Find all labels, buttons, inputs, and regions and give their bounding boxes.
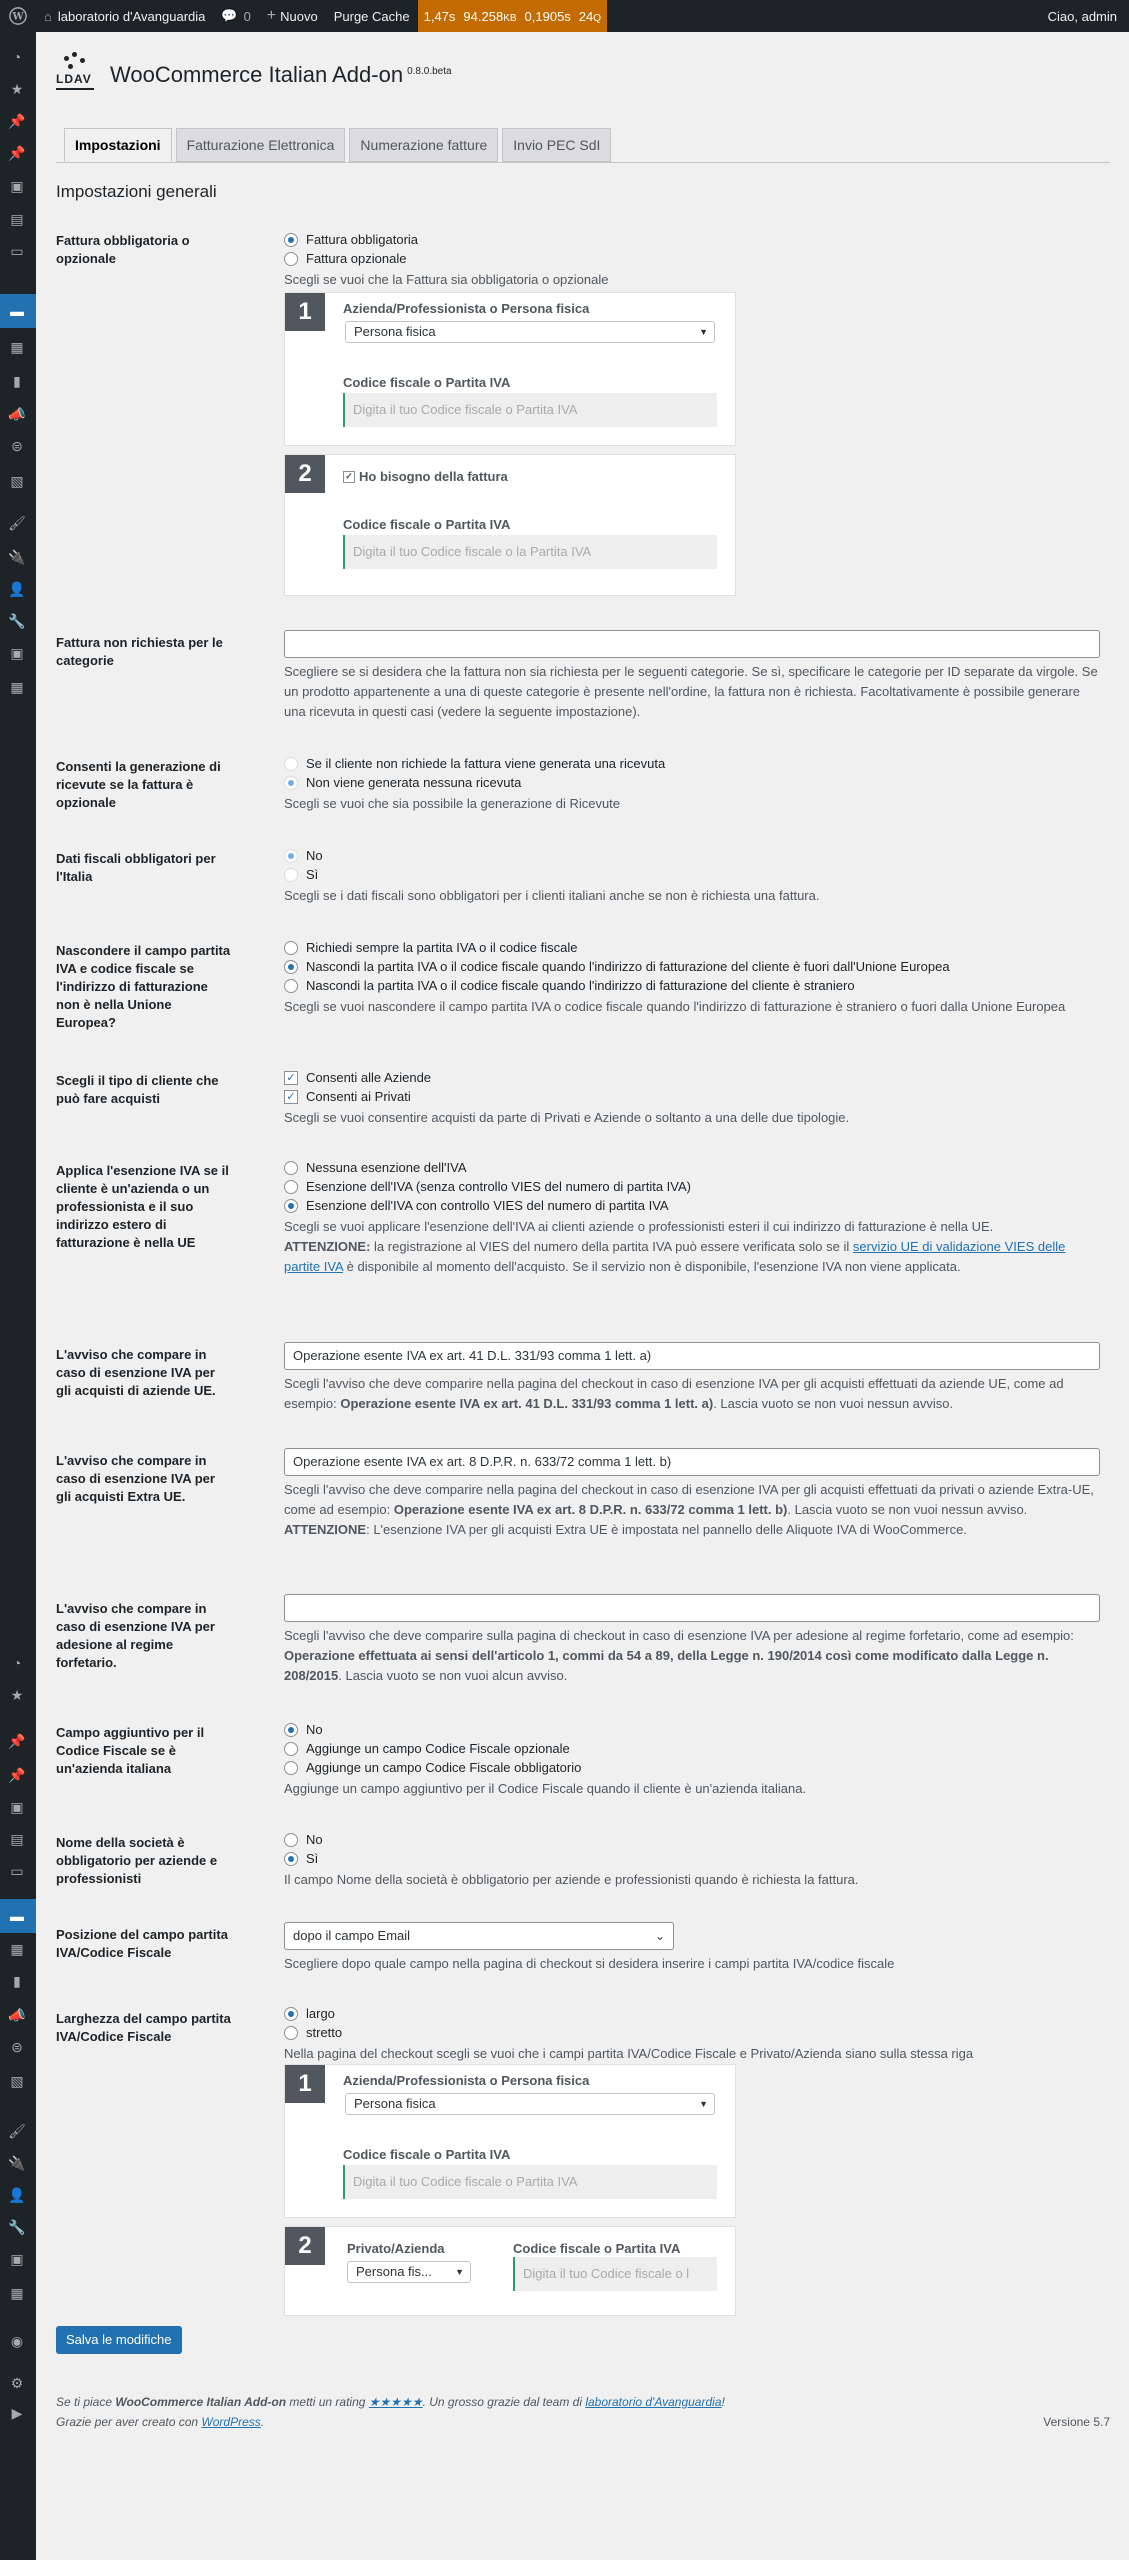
analytics-icon[interactable]: ▮ bbox=[13, 372, 21, 389]
media-icon[interactable]: ▣ bbox=[10, 177, 24, 194]
section-title: Impostazioni generali bbox=[56, 182, 217, 201]
option-label: No bbox=[306, 1832, 323, 1847]
greeting-label: Ciao, admin bbox=[1047, 8, 1117, 24]
preview-label: Codice fiscale o Partita IVA bbox=[343, 517, 511, 532]
fiscal-no-option[interactable] bbox=[284, 846, 1104, 865]
extra-icon-2[interactable]: ▦ bbox=[10, 2284, 24, 2301]
radio-unselected[interactable] bbox=[284, 1761, 298, 1775]
wp-version: Versione 5.7 bbox=[1043, 2415, 1110, 2429]
option-label: stretto bbox=[306, 2025, 343, 2040]
field-description bbox=[284, 1480, 1104, 1520]
notice-extra-field bbox=[284, 1448, 1104, 1540]
collapse-icon[interactable]: ▶ bbox=[11, 2404, 23, 2421]
users-icon[interactable]: 👤 bbox=[8, 580, 26, 597]
plugin-header bbox=[56, 50, 452, 100]
preview-select bbox=[345, 2093, 715, 2115]
qm-time: 1,47s bbox=[423, 8, 456, 24]
option-label: Aggiunge un campo Codice Fiscale opzionale bbox=[306, 1741, 570, 1756]
footer-text: Se ti piace bbox=[56, 2395, 116, 2409]
users-icon-2[interactable]: 👤 bbox=[8, 2186, 26, 2203]
site-name-link[interactable] bbox=[36, 0, 213, 32]
extra-cf-optional-option[interactable] bbox=[284, 1739, 1104, 1758]
preview-label: Privato/Azienda bbox=[347, 2241, 445, 2256]
notice-flat-input[interactable] bbox=[284, 1594, 1100, 1622]
fiscal-yes-option[interactable] bbox=[284, 865, 1104, 884]
radio-unselected[interactable] bbox=[284, 252, 298, 266]
appearance-icon-2[interactable]: 🖌 bbox=[8, 2122, 26, 2139]
receipts-label: Consenti la generazione di ricevute se la fattura è opzionale bbox=[56, 759, 221, 810]
settings-icon[interactable]: ▣ bbox=[10, 644, 24, 661]
step-number: 2 bbox=[285, 455, 325, 493]
products-icon[interactable]: ▦ bbox=[10, 338, 24, 355]
option-label: Aggiunge un campo Codice Fiscale obbligatorio bbox=[306, 1760, 582, 1775]
preview-input: Digita il tuo Codice fiscale o l bbox=[513, 2257, 717, 2291]
qm-memory-value: 94.258 bbox=[463, 8, 504, 24]
comments-count: 0 bbox=[243, 8, 251, 24]
extra-cf-no-option[interactable] bbox=[284, 1720, 1104, 1739]
tab-numerazione-fatture[interactable]: Numerazione fatture bbox=[349, 128, 498, 162]
qm-memory-unit: KB bbox=[503, 12, 517, 24]
receipts-field bbox=[284, 754, 1104, 814]
option-label: Esenzione dell'IVA con controllo VIES del numero di partita IVA bbox=[306, 1198, 669, 1213]
not-required-label: Fattura non richiesta per le categorie bbox=[56, 635, 223, 668]
star-icon[interactable]: ★ bbox=[10, 80, 24, 97]
field-position-label: Posizione del campo partita IVA/Codice Fiscale bbox=[56, 1927, 228, 1960]
checkout-preview-step1 bbox=[284, 292, 736, 446]
home-icon: ⌂ bbox=[44, 8, 52, 24]
radio-unselected[interactable] bbox=[284, 1833, 298, 1847]
allow-private-option[interactable] bbox=[284, 1087, 1104, 1106]
woocommerce-icon-2: ▬ bbox=[10, 1908, 24, 1924]
exemption-vies-option[interactable] bbox=[284, 1196, 1104, 1215]
field-position-select[interactable] bbox=[284, 1922, 674, 1950]
templates-icon[interactable]: ▧ bbox=[10, 472, 24, 489]
new-content-link[interactable] bbox=[259, 0, 326, 32]
preview-label: Azienda/Professionista o Persona fisica bbox=[343, 2073, 590, 2088]
company-name-yes-option[interactable] bbox=[284, 1849, 1104, 1868]
chevron-down-icon: ⌄ bbox=[654, 1929, 665, 1943]
query-monitor-link[interactable] bbox=[418, 0, 607, 32]
desc-text: Scegli l'avviso che deve comparire sulla pagina di checkout in caso di esenzione IVA per adesione al regime forfetario, come ad esempio: bbox=[284, 1628, 1074, 1643]
field-position-field bbox=[284, 1922, 1104, 1974]
field-description bbox=[284, 1374, 1104, 1414]
field-description: Scegli se vuoi nascondere il campo partita IVA o codice fiscale quando l'indirizzo di fatturazione è straniero o fuori dalla Unione Europea bbox=[284, 999, 1066, 1014]
hide-vat-outside-eu-option[interactable] bbox=[284, 957, 1104, 976]
templates-icon-2[interactable]: ▧ bbox=[10, 2072, 24, 2089]
footer-text: metti un rating bbox=[286, 2395, 369, 2409]
invoice-required-option[interactable] bbox=[284, 230, 1104, 249]
products-icon-2[interactable]: ▦ bbox=[10, 1940, 24, 1957]
fiscal-required-field bbox=[284, 846, 1104, 906]
vat-exempt-field bbox=[284, 1158, 1104, 1277]
vies-link[interactable]: servizio UE di validazione VIES delle partite IVA bbox=[284, 1239, 1066, 1274]
radio-selected[interactable] bbox=[284, 1199, 298, 1213]
footer-text: ! bbox=[721, 2395, 725, 2409]
rating-stars-link[interactable]: ★★★★★ bbox=[368, 2395, 423, 2409]
option-label: Consenti ai Privati bbox=[306, 1089, 411, 1104]
radio-unselected[interactable] bbox=[284, 979, 298, 993]
field-width-label: Larghezza del campo partita IVA/Codice Fiscale bbox=[56, 2011, 231, 2044]
field-description: Scegli se vuoi che la Fattura sia obbligatoria o opzionale bbox=[284, 272, 609, 287]
option-label: largo bbox=[306, 2006, 335, 2021]
pin-icon-2[interactable]: 📌 bbox=[8, 144, 26, 161]
radio-selected[interactable] bbox=[284, 233, 298, 247]
plugin-icon[interactable]: ⚙ bbox=[10, 2374, 24, 2391]
account-menu[interactable] bbox=[1040, 0, 1129, 32]
hide-vat-label: Nascondere il campo partita IVA e codice fiscale se l'indirizzo di fatturazione non è nella Unione Europea? bbox=[56, 943, 231, 1030]
comments-icon[interactable]: ▭ bbox=[10, 242, 24, 259]
warning-strong: ATTENZIONE bbox=[284, 1522, 367, 1537]
appearance-icon[interactable]: 🖌 bbox=[8, 514, 26, 531]
settings-tabs bbox=[64, 128, 615, 162]
radio-selected[interactable] bbox=[284, 776, 298, 790]
option-label: No bbox=[306, 1722, 323, 1737]
field-description: Scegli se vuoi che sia possibile la generazione di Ricevute bbox=[284, 796, 621, 811]
field-description: Nella pagina del checkout scegli se vuoi che i campi partita IVA/Codice Fiscale e Privato/Azienda siano sulla stessa riga bbox=[284, 2046, 974, 2061]
preview-input: Digita il tuo Codice fiscale o Partita IVA bbox=[343, 393, 717, 427]
warning-text: : L'esenzione IVA per gli acquisti Extra UE è impostata nel pannello delle Aliquote IVA di WooCommerce. bbox=[366, 1522, 967, 1537]
field-warning bbox=[284, 1237, 1104, 1277]
preview-label: Codice fiscale o Partita IVA bbox=[343, 375, 511, 390]
option-label: Fattura obbligatoria bbox=[306, 232, 419, 247]
plugins-icon-2[interactable]: 🔌 bbox=[8, 2154, 26, 2171]
plugin-version: 0.8.0.beta bbox=[407, 65, 452, 77]
field-description bbox=[284, 1626, 1104, 1686]
radio-unselected[interactable] bbox=[284, 868, 298, 882]
vat-exempt-label: Applica l'esenzione IVA se il cliente è un'azienda o un professionista e il suo indirizzo estero di fatturazione è nella UE bbox=[56, 1163, 229, 1250]
option-label: Nessuna esenzione dell'IVA bbox=[306, 1160, 467, 1175]
step-number: 1 bbox=[285, 2065, 325, 2103]
extra-icon[interactable]: ▦ bbox=[10, 678, 24, 695]
marketing-icon-2[interactable]: 📣 bbox=[8, 2006, 26, 2023]
svg-text:W: W bbox=[12, 11, 24, 23]
field-description: Scegli se vuoi consentire acquisti da parte di Privati e Aziende o soltanto a una delle due tipologie. bbox=[284, 1110, 850, 1125]
warning-text: è disponibile al momento dell'acquisto. Se il servizio non è disponibile, l'esenzione IVA non viene applicata. bbox=[343, 1259, 961, 1274]
footer-text: . Un grosso grazie dal team di bbox=[422, 2395, 586, 2409]
option-label: Sì bbox=[306, 867, 319, 882]
warning-text: la registrazione al VIES del numero della partita IVA può essere verificata solo se il bbox=[370, 1239, 853, 1254]
radio-unselected[interactable] bbox=[284, 941, 298, 955]
option-label: Consenti alle Aziende bbox=[306, 1070, 432, 1085]
option-label: Esenzione dell'IVA (senza controllo VIES del numero di partita IVA) bbox=[306, 1179, 691, 1194]
desc-strong: Operazione effettuata ai sensi dell'articolo 1, commi da 54 a 89, della Legge n. 190/2014 così come modificato dalla Legge n. 208/2015 bbox=[284, 1648, 1049, 1683]
preview-input: Digita il tuo Codice fiscale o Partita IVA bbox=[343, 2165, 717, 2199]
desc-text: . Lascia vuoto se non vuoi alcun avviso. bbox=[338, 1668, 568, 1683]
radio-unselected[interactable] bbox=[284, 1161, 298, 1175]
radio-unselected[interactable] bbox=[284, 2026, 298, 2040]
notice-flat-field bbox=[284, 1594, 1104, 1686]
dashboard-icon-2[interactable]: ◔ bbox=[12, 1655, 22, 1671]
radio-unselected[interactable] bbox=[284, 1180, 298, 1194]
notice-eu-field bbox=[284, 1342, 1104, 1414]
warning-strong: ATTENZIONE: bbox=[284, 1239, 371, 1254]
step-number: 2 bbox=[285, 2227, 325, 2265]
company-name-label: Nome della società è obbligatorio per aziende e professionisti bbox=[56, 1835, 218, 1886]
step-number: 1 bbox=[285, 293, 325, 331]
checkout-preview2-step1 bbox=[284, 2064, 736, 2218]
field-description: Scegli se i dati fiscali sono obbligatori per i clienti italiani anche se non è richiesta una fattura. bbox=[284, 888, 820, 903]
preview-label: Codice fiscale o Partita IVA bbox=[513, 2241, 681, 2256]
notice-flat-label: L'avviso che compare in caso di esenzione IVA per adesione al regime forfetario. bbox=[56, 1601, 215, 1670]
option-label: Richiedi sempre la partita IVA o il codice fiscale bbox=[306, 940, 578, 955]
option-label: Se il cliente non richiede la fattura viene generata una ricevuta bbox=[306, 756, 666, 771]
notice-eu-label: L'avviso che compare in caso di esenzione IVA per gli acquisti di aziende UE. bbox=[56, 1347, 216, 1398]
option-label: Non viene generata nessuna ricevuta bbox=[306, 775, 522, 790]
field-width-narrow-option[interactable] bbox=[284, 2023, 1104, 2042]
woocommerce-icon: ▬ bbox=[10, 303, 24, 319]
team-link[interactable]: laboratorio d'Avanguardia bbox=[585, 2395, 722, 2409]
customer-type-field bbox=[284, 1068, 1104, 1128]
option-label: Fattura opzionale bbox=[306, 251, 407, 266]
field-description: Scegliere dopo quale campo nella pagina di checkout si desidera inserire i campi partita IVA/codice fiscale bbox=[284, 1956, 895, 1971]
preview-label: Codice fiscale o Partita IVA bbox=[343, 2147, 511, 2162]
field-description: Scegliere se si desidera che la fattura non sia richiesta per le seguenti categorie. Se sì, specificare le categorie per ID separate da virgole. Se un prodotto appartenente a una di queste categorie è presente nell'ordine, la fattura non è richiesta. Facoltativamente è possibile generare una ricevuta in questi casi (vedere la seguente impostazione). bbox=[284, 664, 1098, 719]
radio-unselected[interactable] bbox=[284, 757, 298, 771]
ldav-logo bbox=[56, 52, 96, 98]
not-required-field bbox=[284, 630, 1104, 722]
admin-sidebar bbox=[0, 32, 36, 2560]
extra-cf-required-option[interactable] bbox=[284, 1758, 1104, 1777]
qm-queries-unit: Q bbox=[593, 12, 602, 24]
footer-text: Grazie per aver creato con bbox=[56, 2415, 202, 2429]
footer-text: . bbox=[260, 2415, 265, 2429]
comments-icon-2[interactable]: ▭ bbox=[10, 1862, 24, 1879]
option-label: No bbox=[306, 848, 323, 863]
tab-fatturazione-elettronica[interactable]: Fatturazione Elettronica bbox=[176, 128, 346, 162]
company-name-field bbox=[284, 1830, 1104, 1890]
radio-selected[interactable] bbox=[284, 1852, 298, 1866]
radio-unselected[interactable] bbox=[284, 1742, 298, 1756]
elementor-icon-2[interactable]: ⊜ bbox=[11, 2038, 23, 2055]
comment-icon: 💬 bbox=[221, 8, 238, 23]
preview-select bbox=[345, 321, 715, 343]
comments-link[interactable] bbox=[213, 0, 258, 32]
save-changes-button[interactable]: Salva le modifiche bbox=[56, 2326, 182, 2354]
plugins-icon[interactable]: 🔌 bbox=[8, 548, 26, 565]
qm-queries bbox=[579, 9, 601, 24]
pages-icon-2[interactable]: ▤ bbox=[10, 1830, 24, 1847]
notice-extra-label: L'avviso che compare in caso di esenzione IVA per gli acquisti Extra UE. bbox=[56, 1453, 215, 1504]
no-exemption-option[interactable] bbox=[284, 1158, 1104, 1177]
receipt-none-option[interactable] bbox=[284, 773, 1104, 792]
field-warning bbox=[284, 1520, 1104, 1540]
preview-checkbox: ✓ Ho bisogno della fattura bbox=[343, 469, 508, 484]
preview-check-label: Ho bisogno della fattura bbox=[359, 469, 508, 484]
receipt-generate-option[interactable] bbox=[284, 754, 1104, 773]
categories-input[interactable] bbox=[284, 630, 1100, 658]
pin-icon-4[interactable]: 📌 bbox=[8, 1766, 26, 1783]
gauge-icon[interactable]: ◉ bbox=[10, 2332, 24, 2349]
tab-invio-pec-sdi[interactable]: Invio PEC SdI bbox=[502, 128, 611, 162]
fiscal-required-label: Dati fiscali obbligatori per l'Italia bbox=[56, 851, 216, 884]
preview-label: Azienda/Professionista o Persona fisica bbox=[343, 301, 590, 316]
extra-cf-label: Campo aggiuntivo per il Codice Fiscale se è un'azienda italiana bbox=[56, 1725, 205, 1776]
footer-thanks-line bbox=[56, 2412, 1110, 2432]
marketing-icon[interactable]: 📣 bbox=[8, 405, 26, 422]
allow-companies-option[interactable] bbox=[284, 1068, 1104, 1087]
pages-icon[interactable]: ▤ bbox=[10, 210, 24, 227]
elementor-icon[interactable]: ⊜ bbox=[11, 437, 23, 454]
invoice-optional-option[interactable] bbox=[284, 249, 1104, 268]
analytics-icon-2[interactable]: ▮ bbox=[13, 1972, 21, 1989]
notice-eu-input[interactable]: Operazione esente IVA ex art. 41 D.L. 331/93 comma 1 lett. a) bbox=[284, 1342, 1100, 1370]
preview-select bbox=[347, 2261, 471, 2283]
invoice-required-field bbox=[284, 230, 1104, 290]
preview-select-value: Persona fisica bbox=[354, 2096, 436, 2111]
checkbox-checked[interactable]: ✓ bbox=[284, 1071, 298, 1085]
media-icon-2[interactable]: ▣ bbox=[10, 1798, 24, 1815]
qm-query-time: 0,1905s bbox=[524, 8, 571, 24]
tools-icon-2[interactable]: 🔧 bbox=[8, 2218, 26, 2235]
desc-strong: Operazione esente IVA ex art. 8 D.P.R. n. 633/72 comma 1 lett. b) bbox=[393, 1502, 788, 1517]
tools-icon[interactable]: 🔧 bbox=[8, 612, 26, 629]
desc-text: . Lascia vuoto se non vuoi nessun avviso. bbox=[787, 1502, 1028, 1517]
customer-type-label: Scegli il tipo di cliente che può fare acquisti bbox=[56, 1073, 219, 1106]
site-name-label: laboratorio d'Avanguardia bbox=[57, 8, 206, 24]
chevron-down-icon: ▼ bbox=[699, 2099, 708, 2109]
pin-icon-3[interactable]: 📌 bbox=[8, 1732, 26, 1749]
preview-input: Digita il tuo Codice fiscale o la Partita IVA bbox=[343, 535, 717, 569]
extra-cf-field bbox=[284, 1720, 1104, 1799]
admin-bar bbox=[0, 0, 1129, 32]
radio-selected[interactable] bbox=[284, 849, 298, 863]
preview-select-value: Persona fisica bbox=[354, 324, 436, 339]
qm-memory bbox=[463, 9, 516, 24]
logo-text: LDAV bbox=[56, 72, 92, 86]
checkbox-checked[interactable]: ✓ bbox=[284, 1090, 298, 1104]
pin-icon[interactable]: 📌 bbox=[8, 112, 26, 129]
field-description: Scegli se vuoi applicare l'esenzione dell'IVA ai clienti aziende o professionisti esteri il cui indirizzo di fatturazione è nella UE. bbox=[284, 1219, 994, 1234]
footer-rating-line bbox=[56, 2392, 1110, 2412]
footer-plugin-name: WooCommerce Italian Add-on bbox=[115, 2395, 287, 2409]
admin-footer bbox=[56, 2392, 1110, 2432]
plus-icon: + bbox=[266, 7, 277, 24]
checkout-preview2-step2 bbox=[284, 2226, 736, 2316]
preview-select-value: Persona fis... bbox=[356, 2264, 432, 2279]
hide-vat-field bbox=[284, 938, 1104, 1017]
notice-extra-input[interactable]: Operazione esente IVA ex art. 8 D.P.R. n. 633/72 comma 1 lett. b) bbox=[284, 1448, 1100, 1476]
option-label: Sì bbox=[306, 1851, 319, 1866]
chevron-down-icon: ▼ bbox=[455, 2267, 464, 2277]
hide-vat-always-option[interactable] bbox=[284, 938, 1104, 957]
select-value: dopo il campo Email bbox=[293, 1928, 411, 1943]
desc-strong: Operazione esente IVA ex art. 41 D.L. 331/93 comma 1 lett. a) bbox=[340, 1396, 714, 1411]
desc-text: . Lascia vuoto se non vuoi nessun avviso. bbox=[713, 1396, 954, 1411]
field-width-wide-option[interactable] bbox=[284, 2004, 1104, 2023]
purge-cache-link[interactable]: Purge Cache bbox=[333, 8, 410, 24]
new-label: Nuovo bbox=[280, 8, 318, 24]
option-label: Nascondi la partita IVA o il codice fiscale quando l'indirizzo di fatturazione del cliente è straniero bbox=[306, 978, 855, 993]
wordpress-logo-icon[interactable] bbox=[0, 0, 36, 32]
desc-text: Scegli l'avviso che deve comparire nella pagina del checkout in caso di esenzione IVA per gli acquisti effettuati da privati o aziende Extra-UE, come ad esempio: bbox=[284, 1482, 1094, 1517]
desc-text: Scegli l'avviso che deve comparire nella pagina del checkout in caso di esenzione IVA per gli acquisti effettuati da aziende UE, come ad esempio: bbox=[284, 1376, 1064, 1411]
hide-vat-foreign-option[interactable] bbox=[284, 976, 1104, 995]
radio-selected[interactable] bbox=[284, 1723, 298, 1737]
field-width-field bbox=[284, 2004, 1104, 2064]
wordpress-link[interactable]: WordPress bbox=[201, 2415, 261, 2429]
tab-impostazioni[interactable]: Impostazioni bbox=[64, 128, 172, 162]
field-description: Il campo Nome della società è obbligatorio per aziende e professionisti quando è richiesta la fattura. bbox=[284, 1872, 859, 1887]
page-title-text: WooCommerce Italian Add-on bbox=[110, 62, 404, 87]
radio-selected[interactable] bbox=[284, 2007, 298, 2021]
exemption-no-vies-option[interactable] bbox=[284, 1177, 1104, 1196]
radio-selected[interactable] bbox=[284, 960, 298, 974]
chevron-down-icon: ▼ bbox=[699, 327, 708, 337]
page-title bbox=[110, 62, 452, 88]
company-name-no-option[interactable] bbox=[284, 1830, 1104, 1849]
settings-icon-2[interactable]: ▣ bbox=[10, 2250, 24, 2267]
invoice-required-label: Fattura obbligatoria o opzionale bbox=[56, 233, 190, 266]
option-label: Nascondi la partita IVA o il codice fiscale quando l'indirizzo di fatturazione del cliente è fuori dall'Unione Europea bbox=[306, 959, 950, 974]
checkout-preview-step2 bbox=[284, 454, 736, 596]
star-icon-2[interactable]: ★ bbox=[10, 1686, 24, 1703]
field-description: Aggiunge un campo aggiuntivo per il Codice Fiscale quando il cliente è un'azienda italiana. bbox=[284, 1781, 807, 1796]
dashboard-icon[interactable]: ◔ bbox=[12, 49, 22, 65]
qm-queries-value: 24 bbox=[578, 8, 594, 24]
